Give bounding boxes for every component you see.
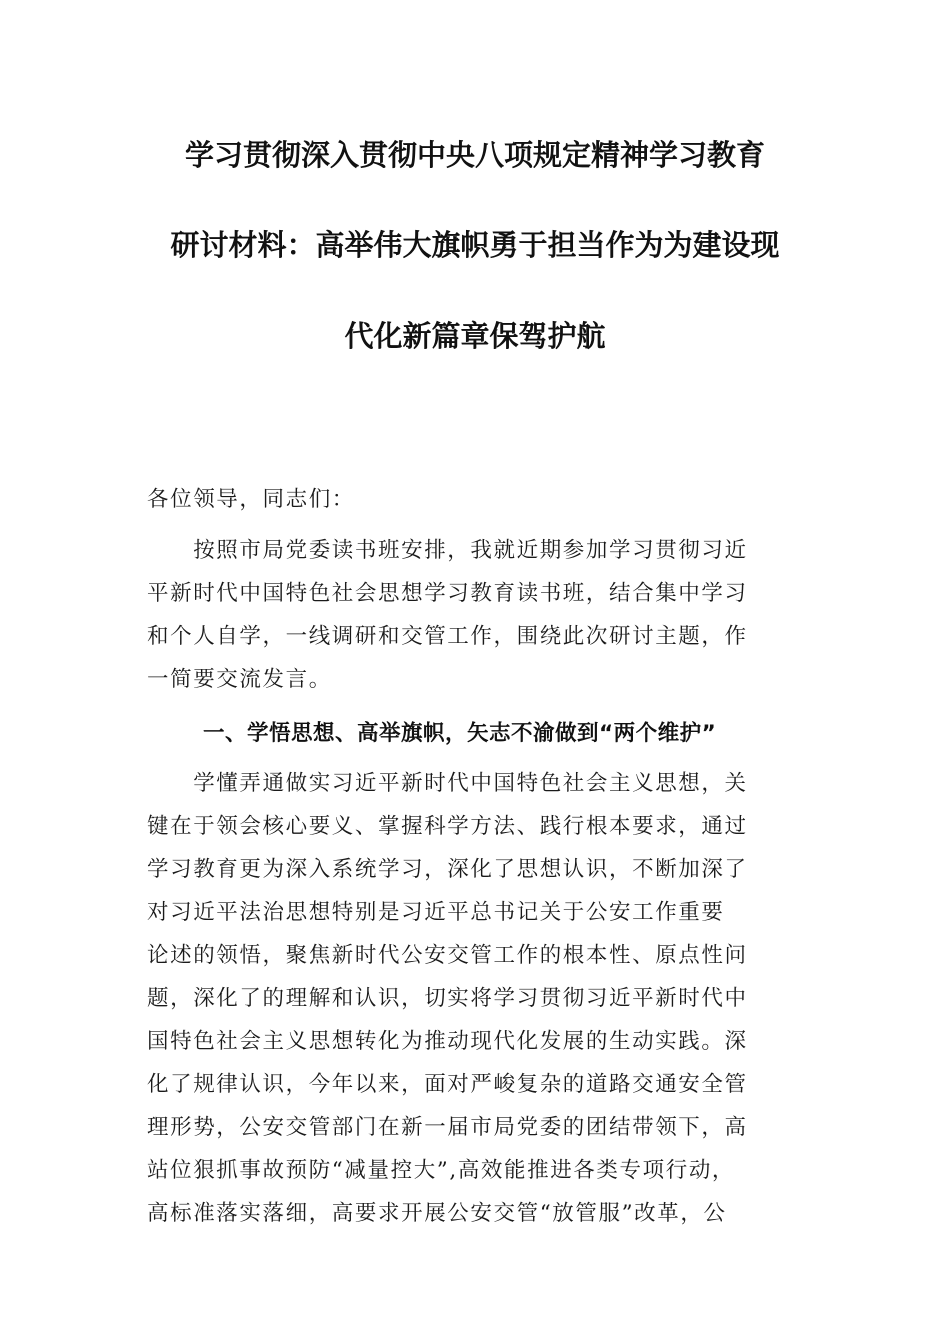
paragraph-line: 高标准落实落细，高要求开展公安交管“放管服”改革，公 [147,1201,727,1226]
document-title-line-3: 代化新篇章保驾护航 [344,319,606,353]
paragraph-line: 和个人自学，一线调研和交管工作，围绕此次研讨主题，作 [147,624,748,649]
paragraph-section-1 [147,762,807,1235]
section-heading-1: 一、学悟思想、高举旗帜，矢志不渝做到“两个维护” [203,721,717,746]
document-title-line-2: 研讨材料：高举伟大旗帜勇于担当作为为建设现 [170,228,780,262]
paragraph-line: 站位狠抓事故预防“减量控大”,高效能推进各类专项行动， [147,1158,736,1183]
paragraph-line: 平新时代中国特色社会思想学习教育读书班，结合集中学习 [147,581,748,606]
paragraph-intro [147,529,807,701]
paragraph-line: 按照市局党委读书班安排，我就近期参加学习贯彻习近 [147,538,748,563]
paragraph-line: 理形势，公安交管部门在新一届市局党委的团结带领下，高 [147,1115,748,1140]
document-title-line-1: 学习贯彻深入贯彻中央八项规定精神学习教育 [184,138,765,172]
salutation: 各位领导，同志们： [147,487,355,512]
paragraph-line: 论述的领悟，聚焦新时代公安交管工作的根本性、原点性问 [147,943,748,968]
paragraph-line: 一简要交流发言。 [147,667,332,692]
paragraph-line: 学习教育更为深入系统学习，深化了思想认识，不断加深了 [147,857,748,882]
paragraph-line: 对习近平法治思想特别是习近平总书记关于公安工作重要 [147,900,725,925]
paragraph-line: 学懂弄通做实习近平新时代中国特色社会主义思想，关 [147,771,748,796]
paragraph-line: 化了规律认识，今年以来，面对严峻复杂的道路交通安全管 [147,1072,748,1097]
paragraph-line: 题，深化了的理解和认识，切实将学习贯彻习近平新时代中 [147,986,748,1011]
paragraph-line: 国特色社会主义思想转化为推动现代化发展的生动实践。深 [147,1029,748,1054]
paragraph-line: 键在于领会核心要义、掌握科学方法、践行根本要求，通过 [147,814,748,839]
